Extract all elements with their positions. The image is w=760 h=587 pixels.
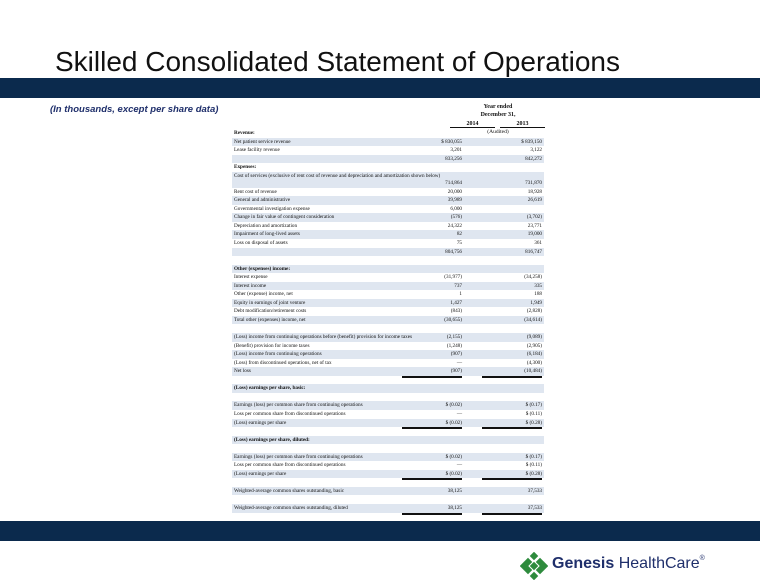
table-row (232, 222, 544, 231)
row-label: Net loss (234, 368, 251, 375)
row-label: Cost of services (exclusive of rent cost of revenue and depreciation and amortization shown below) (234, 172, 441, 179)
cell-2013: (9,089) (526, 334, 542, 341)
row-label: Earnings (loss) per common share from continuing operations (234, 453, 363, 460)
cell-2013: 335 (534, 282, 542, 289)
page-title: Skilled Consolidated Statement of Operations (55, 46, 620, 77)
cell-2013: $ 839,150 (521, 138, 542, 145)
cell-2013: $ (0.17) (525, 453, 542, 460)
row-label: Earnings (loss) per common share from continuing operations (234, 402, 363, 409)
cell-2013: 37,533 (527, 487, 542, 494)
table-row (232, 290, 544, 299)
cell-2014: — (402, 410, 462, 420)
table-row (232, 359, 544, 368)
table-row (232, 205, 544, 214)
cell-2014: 714,864 (445, 179, 462, 186)
table-row (232, 307, 544, 316)
table-row (232, 146, 544, 155)
row-label: Total other (expenses) income, net (234, 316, 306, 323)
cell-2014: $ (0.02) (445, 402, 462, 409)
cell-2013: $ (0.17) (525, 402, 542, 409)
table-row (232, 273, 544, 282)
cell-2013: 731,870 (525, 179, 542, 186)
row-label: Revenue: (234, 130, 255, 136)
row-label: Debt modification/retirement costs (234, 308, 307, 315)
table-row (232, 470, 544, 479)
statement-table (232, 129, 544, 513)
cell-2013: 26,619 (527, 197, 542, 204)
table-row (232, 256, 544, 265)
cell-2014: (31,977) (444, 274, 462, 281)
table-row (232, 419, 544, 428)
table-row (232, 172, 544, 188)
table-row (232, 436, 544, 445)
row-label: Weighted-average common shares outstanding, diluted (234, 504, 348, 511)
row-label: Rent cost of revenue (234, 188, 277, 195)
header-date: December 31, (480, 112, 516, 118)
table-row (232, 461, 544, 470)
row-label: (Benefit) provision for income taxes (234, 342, 310, 349)
row-label: (Loss) earnings per share (234, 470, 287, 477)
row-label: General and administrative (234, 197, 291, 204)
cell-2014: (907) (450, 351, 462, 358)
row-label: (Loss) income from continuing operations before (benefit) provision for income taxes (234, 334, 413, 341)
table-row (232, 230, 544, 239)
table-row (232, 316, 544, 325)
cell-2014: (843) (402, 307, 462, 317)
row-label: (Loss) from discontinued operations, net of tax (234, 359, 332, 366)
table-row (232, 350, 544, 359)
table-row (232, 196, 544, 205)
row-label: Other (expenses) income: (234, 265, 291, 272)
table-row (232, 333, 544, 342)
table-row (232, 265, 544, 274)
table-row (232, 324, 544, 333)
cell-2013: (2,828) (482, 307, 542, 317)
row-label: Governmental investigation expense (234, 205, 310, 212)
row-label: Loss on disposal of assets (234, 240, 288, 247)
cell-2013: (4,300) (482, 359, 542, 369)
cell-2014: 75 (402, 239, 462, 249)
cell-2014: 82 (456, 231, 462, 238)
cell-2014: (2,155) (446, 334, 462, 341)
table-row (232, 384, 544, 393)
cell-2013: (6,184) (526, 351, 542, 358)
table-row (232, 444, 544, 453)
cell-2013: 18,928 (527, 188, 542, 195)
cell-2014: (576) (450, 214, 462, 221)
cell-2014: $ (0.02) (402, 470, 462, 481)
table-row (232, 248, 544, 257)
cell-2014: (30,655) (444, 316, 462, 323)
row-label: Interest expense (234, 274, 268, 281)
row-label: Loss per common share from discontinued operations (234, 410, 346, 417)
table-row (232, 393, 544, 402)
cell-2014: 24,322 (447, 222, 462, 229)
table-subtitle: (In thousands, except per share data) (50, 104, 219, 115)
table-row (232, 342, 544, 351)
cell-2014: 38,125 (402, 504, 462, 515)
header-year-ended: Year ended (483, 104, 513, 110)
cell-2013: (3,702) (526, 214, 542, 221)
cell-2013: 3,122 (482, 146, 542, 156)
cell-2014: 737 (454, 282, 462, 289)
cell-2014: 38,125 (447, 487, 462, 494)
row-label: Other (expense) income, net (234, 291, 293, 298)
cell-2014: $ (0.02) (445, 453, 462, 460)
cell-2014: — (402, 461, 462, 471)
table-row (232, 367, 544, 376)
genesis-logo-icon (520, 552, 548, 580)
cell-2013: 1,949 (530, 299, 542, 306)
row-label: Loss per common share from discontinued operations (234, 462, 346, 469)
row-label: Weighted-average common shares outstanding, basic (234, 487, 345, 494)
cell-2013: 37,533 (482, 504, 542, 515)
cell-2013: (10,484) (482, 367, 542, 378)
table-row (232, 282, 544, 291)
cell-2014: $ 830,055 (441, 138, 462, 145)
row-label: Net patient service revenue (234, 138, 291, 145)
cell-2013: 23,771 (527, 222, 542, 229)
row-label: Depreciation and amortization (234, 222, 298, 229)
table-row (232, 410, 544, 419)
top-banner-bar (0, 78, 760, 98)
table-row (232, 427, 544, 436)
cell-2014: 1 (459, 291, 462, 298)
cell-2013: 842,272 (525, 155, 542, 162)
table-row (232, 129, 544, 138)
table-row (232, 376, 544, 385)
cell-2014: 3,201 (402, 146, 462, 156)
cell-2013: (34,258) (524, 274, 542, 281)
row-label: (Loss) earnings per share (234, 419, 287, 426)
table-row (232, 239, 544, 248)
row-label: (Loss) earnings per share, diluted: (234, 436, 310, 443)
cell-2014: — (402, 359, 462, 369)
table-row (232, 453, 544, 462)
cell-2014: (1,248) (446, 342, 462, 349)
cell-2014: 20,000 (447, 188, 462, 195)
cell-2014: 39,989 (447, 197, 462, 204)
table-row (232, 504, 544, 513)
cell-2014: (907) (402, 367, 462, 378)
cell-2013: $ (0.28) (482, 419, 542, 430)
table-row (232, 495, 544, 504)
cell-2013: $ (0.28) (482, 470, 542, 481)
cell-2013: $ (0.11) (482, 461, 542, 471)
table-row (232, 188, 544, 197)
table-row (232, 401, 544, 410)
cell-2013: 361 (482, 239, 542, 249)
table-row (232, 478, 544, 487)
brand-name: Genesis HealthCare® (552, 555, 705, 572)
cell-2014: 1,427 (450, 299, 462, 306)
row-label: Lease facility revenue (234, 147, 280, 154)
table-row (232, 163, 544, 172)
row-label: Impairment of long-lived assets (234, 231, 300, 238)
header-col-2014: 2014 (450, 121, 495, 128)
table-row (232, 138, 544, 147)
cell-2013: 816,747 (525, 248, 542, 255)
row-label: Equity in earnings of joint venture (234, 299, 306, 306)
cell-2013: 188 (534, 291, 542, 298)
row-label: Interest income (234, 282, 267, 289)
table-row (232, 487, 544, 496)
table-row (232, 155, 544, 164)
row-label: Expenses: (234, 164, 257, 171)
bottom-banner-bar (0, 521, 760, 541)
row-label: (Loss) earnings per share, basic: (234, 385, 306, 392)
cell-2014: $ (0.02) (402, 419, 462, 430)
cell-2014: 804,756 (445, 248, 462, 255)
row-label: (Loss) income from continuing operations (234, 351, 322, 358)
cell-2013: (2,905) (526, 342, 542, 349)
header-audited: (Audited) (487, 129, 509, 135)
cell-2013: (34,614) (524, 316, 542, 323)
cell-2013: 19,000 (527, 231, 542, 238)
table-row (232, 299, 544, 308)
cell-2014: 6,000 (450, 205, 462, 212)
cell-2014: 833,256 (445, 155, 462, 162)
cell-2013: $ (0.11) (482, 410, 542, 420)
row-label: Change in fair value of contingent consideration (234, 214, 335, 221)
header-col-2013: 2013 (500, 121, 545, 128)
table-row (232, 213, 544, 222)
